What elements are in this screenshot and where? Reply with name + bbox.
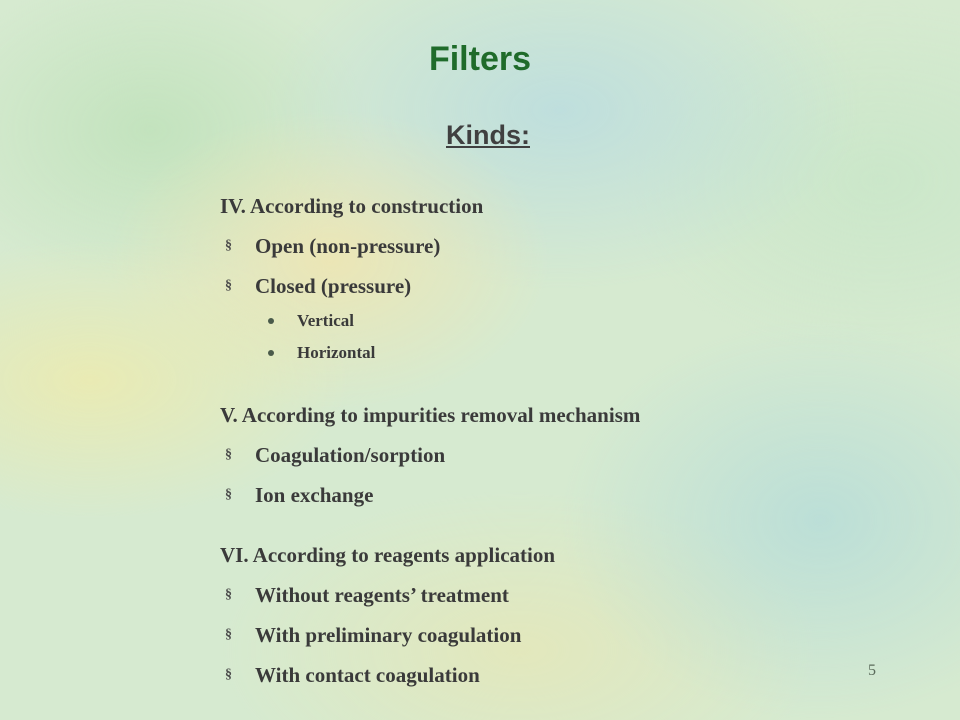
section-bullet-icon: § [225,278,232,293]
list-item [220,442,840,468]
section-bullet-icon: § [225,587,232,602]
list-item-label: With contact coagulation [255,663,480,687]
list-item-label: With preliminary coagulation [255,623,522,647]
dot-bullet-icon [268,318,274,324]
list-item [220,233,840,259]
list-item-label: Without reagents’ treatment [255,583,509,607]
list-item-label: Closed (pressure) [255,274,412,298]
section-bullet-icon: § [225,667,232,682]
list-item [220,273,840,299]
section-impurities-removal [220,402,840,508]
list-item [220,482,840,508]
list-item-label: Open (non-pressure) [255,234,441,258]
sub-list-item [220,311,840,331]
list-item [220,582,840,608]
sub-list-item [220,343,840,363]
section-bullet-icon: § [225,627,232,642]
list-item [220,662,840,688]
sub-list-item-label: Vertical [297,311,354,330]
list-item-label: Ion exchange [255,483,374,507]
section-bullet-icon: § [225,447,232,462]
slide-title: Filters [428,40,532,78]
section-heading: V. According to impurities removal mechanism [220,403,641,427]
section-heading: IV. According to construction [220,194,484,218]
section-bullet-icon: § [225,238,232,253]
section-heading: VI. According to reagents application [220,543,556,567]
dot-bullet-icon [268,350,274,356]
list-item [220,622,840,648]
section-construction [220,193,840,363]
section-reagents-application [220,542,840,688]
page-number: 5 [868,662,876,679]
slide-subtitle: Kinds: [446,120,530,150]
list-item-label: Coagulation/sorption [255,443,446,467]
sub-list-item-label: Horizontal [297,343,376,362]
section-bullet-icon: § [225,487,232,502]
